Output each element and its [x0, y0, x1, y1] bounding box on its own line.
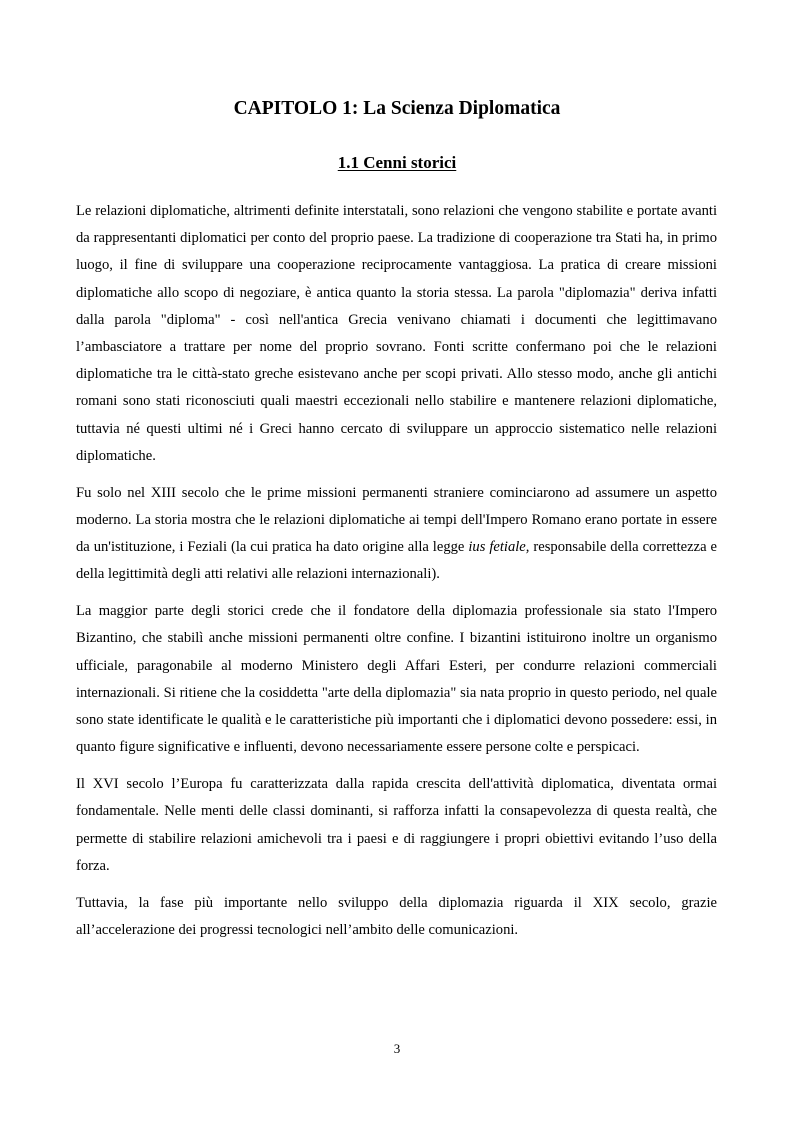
paragraph-2-italic-term: ius fetiale, [468, 539, 530, 556]
paragraph-2 [76, 480, 717, 589]
section-heading [0, 152, 794, 174]
paragraph-2-text-after: responsabile della correttezza e della legittimità degli atti relativi alle relazioni internazionali). [76, 539, 717, 583]
chapter-title: CAPITOLO 1: La Scienza Diplomatica [233, 98, 561, 119]
section-title: 1.1 Cenni storici [337, 153, 457, 172]
paragraph-5: Tuttavia, la fase più importante nello sviluppo della diplomazia riguarda il XIX secolo, grazie all’accelerazione dei progressi tecnologici nell’ambito delle comunicazioni. [76, 894, 717, 938]
page-number: 3 [393, 1041, 401, 1056]
paragraph-3: La maggior parte degli storici crede che il fondatore della diplomazia professionale sia stato l'Impero Bizantino, che stabilì anche missioni permanenti oltre confine. I bizantini istituirono inoltre un organismo ufficiale, paragonabile al moderno Ministero degli Affari Esteri, per condurre relazioni commerciali internazionali. Si ritiene che la cosiddetta "arte della diplomazia" sia nata proprio in questo periodo, nel quale sono state identificate le qualità e le caratteristiche più importanti che i diplomatici devono possedere: essi, in quanto figure significative e influenti, devono necessariamente essere persone colte e perspicaci. [76, 603, 717, 756]
paragraph-4: Il XVI secolo l’Europa fu caratterizzata dalla rapida crescita dell'attività diplomatica, diventata ormai fondamentale. Nelle menti delle classi dominanti, si rafforza infatti la consapevolezza di questa realtà, che permette di stabilire relazioni amichevoli tra i paesi e di raggiungere i propri obiettivi evitando l’uso della forza. [76, 776, 717, 874]
body-text [76, 198, 717, 954]
paragraph-1: Le relazioni diplomatiche, altrimenti definite interstatali, sono relazioni che vengono stabilite e portate avanti da rappresentanti diplomatici per conto del proprio paese. La tradizione di cooperazione tra Stati ha, in primo luogo, il fine di sviluppare una cooperazione reciprocamente vantaggiosa. La pratica di creare missioni diplomatiche allo scopo di negoziare, è antica quanto la storia stessa. La parola "diplomazia" deriva infatti dalla parola "diploma" - così nell'antica Grecia venivano chiamati i documenti che legittimavano l’ambasciatore a trattare per nome del proprio sovrano. Fonti scritte confermano poi che le relazioni diplomatiche tra le città-stato greche esistevano anche per scopi privati. Allo stesso modo, anche gli antichi romani sono stati riconosciuti quali maestri eccezionali nello stabilire e mantenere relazioni diplomatiche, tuttavia né questi ultimi né i Greci hanno cercato di sviluppare un approccio sistematico nelle relazioni diplomatiche. [76, 203, 717, 464]
paragraph-2-text-before: Fu solo nel XIII secolo che le prime missioni permanenti straniere cominciarono ad assumere un aspetto moderno. La storia mostra che le relazioni diplomatiche ai tempi dell'Impero Romano erano portate in essere da un'istituzione, i Feziali (la cui pratica ha dato origine alla legge [76, 484, 717, 556]
